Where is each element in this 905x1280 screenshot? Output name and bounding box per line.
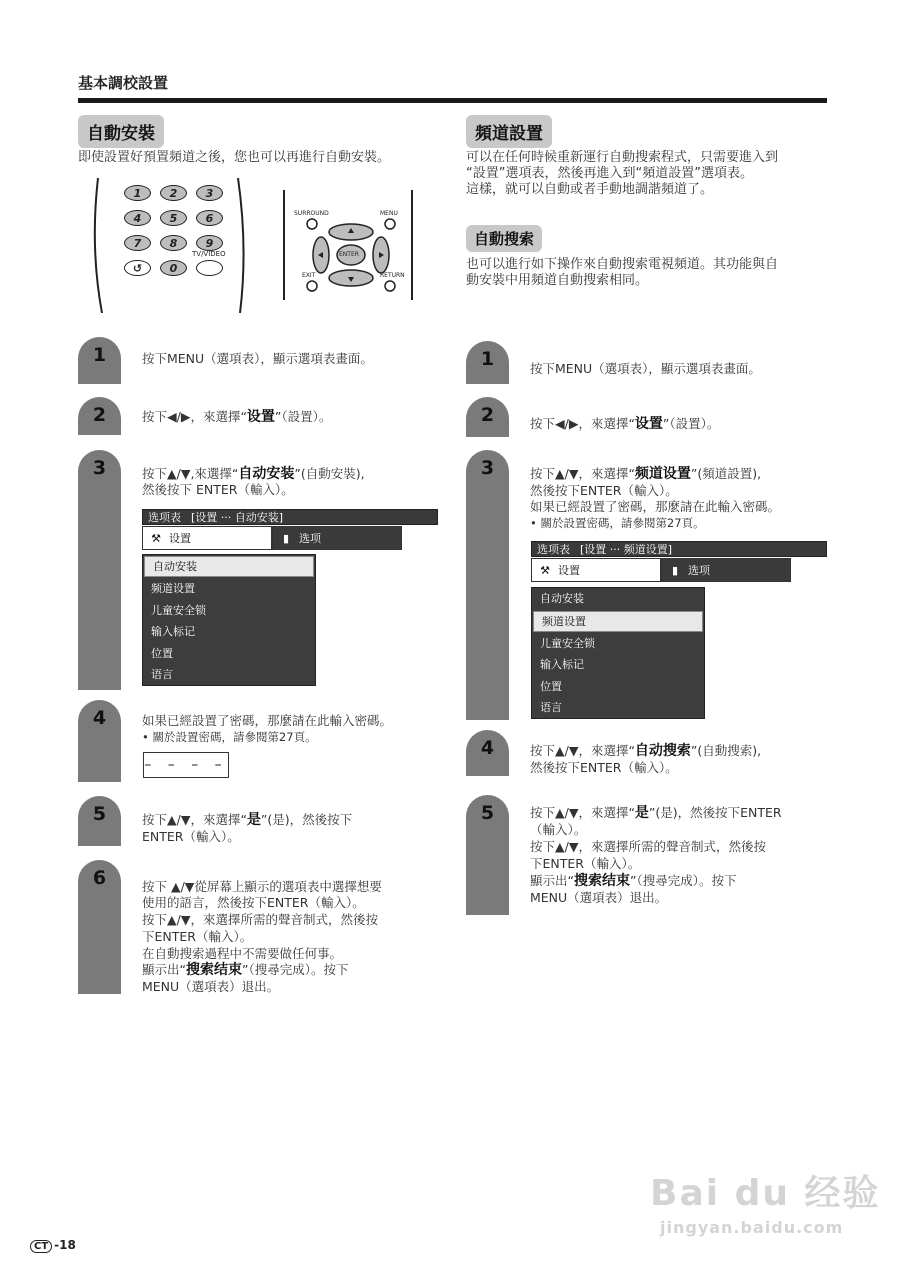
step-badge [466, 341, 509, 384]
option-icon: ▮ [671, 564, 679, 577]
step-text [142, 962, 348, 978]
step-badge [466, 795, 509, 915]
step-text: ENTER（輸入）。 [142, 829, 240, 844]
key-5: 5 [160, 210, 187, 226]
menu-item-position[interactable]: 位置 [151, 646, 173, 660]
menu-title: 选项表 [537, 543, 570, 556]
step-badge [78, 450, 121, 690]
step-badge [466, 397, 509, 437]
left-intro: 即使設置好預置頻道之後，您也可以再進行自動安裝。 [78, 150, 391, 165]
step-badge [78, 337, 121, 384]
tab-option[interactable] [272, 526, 402, 550]
wrench-icon: ⚒ [151, 532, 161, 545]
step-text-bold: 搜索结束 [573, 873, 630, 889]
step-text: 在自動搜索過程中不需要做任何事。 [142, 946, 343, 961]
tab-setup-label: 设置 [169, 532, 191, 545]
dpad-icon [280, 190, 420, 305]
tab-option[interactable] [661, 558, 791, 582]
enter-label: ENTER [339, 251, 359, 258]
tab-option-label: 选项 [299, 532, 321, 545]
step-text: 按下▲/▼，來選擇所需的聲音制式，然後按 [142, 912, 378, 927]
step-text-bold: 自动安装 [238, 466, 295, 482]
baidu-watermark-url: jingyan.baidu.com [660, 1218, 844, 1237]
key-4: 4 [124, 210, 151, 226]
menu-item-language[interactable]: 语言 [151, 668, 173, 681]
step-text: 下ENTER（輸入）。 [530, 856, 641, 871]
exit-label: EXIT [302, 272, 316, 279]
step-text-post: ”(自動安裝), [294, 466, 365, 481]
step-number: 2 [92, 404, 107, 426]
key-9: 9 [196, 235, 223, 251]
menu-label: MENU [380, 210, 398, 217]
step-text-pre: 顯示出“ [530, 873, 574, 888]
step-text-pre: 顯示出“ [142, 962, 186, 977]
step-text: • 關於設置密碼，請參閱第27頁。 [530, 516, 705, 530]
step-text [142, 812, 352, 828]
step-text-pre: 按下▲/▼，來選擇“ [530, 466, 635, 481]
step-badge [78, 397, 121, 435]
menu-item-input-label[interactable]: 输入标记 [151, 625, 195, 638]
step-number: 1 [480, 348, 495, 370]
step-number: 3 [92, 457, 107, 479]
step-text-post: ”（搜尋完成）。按下 [629, 873, 737, 888]
step-text-post: ”（設置）。 [662, 416, 720, 431]
page-footer [30, 1238, 76, 1253]
step-text-pre: 按下▲/▼,來選擇“ [142, 466, 239, 481]
menu-item-auto-install[interactable]: 自动安装 [540, 592, 584, 605]
header-rule [78, 98, 827, 103]
step-text: 按下MENU（選項表），顯示選項表畫面。 [142, 351, 373, 366]
step-text [530, 466, 761, 482]
step-number: 4 [480, 737, 495, 759]
menu-item-channel-setup[interactable]: 频道设置 [151, 582, 195, 595]
step-text-pre: 按下▲/▼，來選擇“ [142, 812, 247, 827]
menu-list [531, 587, 705, 719]
step-text-bold: 设置 [634, 416, 663, 432]
step-text-bold: 频道设置 [634, 466, 691, 482]
step-badge [466, 730, 509, 776]
step-badge [78, 860, 121, 994]
menu-item-channel-setup[interactable]: 频道设置 [533, 611, 703, 632]
step-text [530, 743, 761, 759]
step-text: 如果已經設置了密碼，那麼請在此輸入密碼。 [142, 713, 393, 728]
right-intro-line: 可以在任何時候重新運行自動搜索程式，只需要進入到 [466, 150, 779, 165]
section-title-auto-install: 自動安裝 [78, 115, 164, 148]
section-title-channel-setup: 頻道設置 [466, 115, 552, 148]
step-text: 使用的語言，然後按下ENTER（輸入）。 [142, 895, 365, 910]
step-text-post: ”(是)，然後按下 [260, 812, 353, 827]
menu-path: [设置 ··· 自动安装] [191, 511, 284, 524]
key-7: 7 [124, 235, 151, 251]
tab-setup[interactable] [142, 526, 272, 550]
step-number: 1 [92, 344, 107, 366]
step-number: 5 [92, 803, 107, 825]
step-text: MENU（選項表）退出。 [142, 979, 280, 994]
step-number: 5 [480, 802, 495, 824]
key-3: 3 [196, 185, 223, 201]
tv-video-label: TV/VIDEO [192, 250, 226, 258]
surround-label: SURROUND [294, 210, 329, 217]
tv-video-key [196, 260, 223, 276]
ct-badge: CT [30, 1240, 52, 1253]
step-text-bold: 设置 [246, 409, 275, 425]
step-text [142, 409, 331, 425]
menu-path: [设置 ··· 频道设置] [580, 543, 673, 556]
menu-item-child-lock[interactable]: 儿童安全锁 [151, 603, 206, 617]
subsection-title-auto-search: 自動搜索 [466, 225, 542, 252]
step-number: 6 [92, 867, 107, 889]
right-sub-intro-line: 動安裝中用頻道自動搜索相同。 [466, 273, 649, 288]
step-number: 3 [480, 457, 495, 479]
step-badge [466, 450, 509, 720]
menu-list [142, 554, 316, 686]
key-1: 1 [124, 185, 151, 201]
step-text-pre: 按下◀/▶，來選擇“ [530, 416, 635, 431]
step-text [530, 416, 719, 432]
menu-title-bar [531, 541, 827, 557]
tab-setup[interactable] [531, 558, 661, 582]
right-intro-line: “設置”選項表，然後再進入到“頻道設置”選項表。 [466, 166, 753, 181]
menu-item-child-lock[interactable]: 儿童安全锁 [540, 636, 595, 650]
step-text: 下ENTER（輸入）。 [142, 929, 253, 944]
right-sub-intro-line: 也可以進行如下操作來自動搜索電視頻道。其功能與自 [466, 257, 779, 272]
password-field[interactable]: – – – – [143, 752, 229, 778]
wrench-icon: ⚒ [540, 564, 550, 577]
page-number: -18 [54, 1238, 76, 1252]
step-text-post: ”(頻道設置), [690, 466, 762, 481]
step-number: 4 [92, 707, 107, 729]
key-0: 0 [160, 260, 187, 276]
step-number: 2 [480, 404, 495, 426]
step-text [530, 805, 782, 821]
remote-dpad-illustration [280, 190, 420, 305]
option-icon: ▮ [282, 532, 290, 545]
step-text: 按下▲/▼，來選擇所需的聲音制式，然後按 [530, 839, 766, 854]
step-badge [78, 700, 121, 782]
return-label: RETURN [380, 272, 405, 279]
remote-keypad-illustration [88, 178, 258, 313]
step-text-bold: 自动搜索 [634, 743, 691, 759]
step-text: 按下MENU（選項表），顯示選項表畫面。 [530, 361, 761, 376]
step-text-post: ”(是)，然後按下ENTER [648, 805, 782, 820]
step-text: 然後按下ENTER（輸入）。 [530, 760, 678, 775]
menu-item-auto-install[interactable]: 自动安装 [144, 556, 314, 577]
key-8: 8 [160, 235, 187, 251]
step-text-bold: 搜索结束 [185, 962, 242, 978]
menu-title-bar [142, 509, 438, 525]
tab-setup-label: 设置 [558, 564, 580, 577]
step-text-pre: 按下▲/▼，來選擇“ [530, 743, 635, 758]
step-text: （輸入）。 [530, 822, 587, 837]
menu-title: 选项表 [148, 511, 181, 524]
step-text [530, 873, 736, 889]
step-text-post: ”（設置）。 [274, 409, 332, 424]
step-text-post: ”（搜尋完成）。按下 [241, 962, 349, 977]
key-6: 6 [196, 210, 223, 226]
step-text-bold: 是 [634, 805, 649, 821]
page-header-title: 基本調校設置 [78, 74, 169, 92]
step-text-pre: 按下▲/▼，來選擇“ [530, 805, 635, 820]
step-text: 如果已經設置了密碼，那麼請在此輸入密碼。 [530, 499, 781, 514]
menu-item-input-label[interactable]: 输入标记 [540, 658, 584, 671]
menu-item-position[interactable]: 位置 [540, 679, 562, 693]
step-text-bold: 是 [246, 812, 261, 828]
step-text: • 關於設置密碼，請參閱第27頁。 [142, 730, 317, 744]
step-text: 然後按下ENTER（輸入）。 [530, 483, 678, 498]
step-text: 按下 ▲/▼從屏幕上顯示的選項表中選擇想要 [142, 879, 382, 894]
step-badge [78, 796, 121, 846]
baidu-watermark-logo: Bai du 经验 [650, 1173, 881, 1214]
step-text-pre: 按下◀/▶，來選擇“ [142, 409, 247, 424]
flashback-icon: ↺ [124, 260, 151, 276]
step-text-post: ”(自動搜索), [690, 743, 762, 758]
right-intro-line: 這樣，就可以自動或者手動地調諧頻道了。 [466, 182, 714, 197]
tab-option-label: 选项 [688, 564, 710, 577]
key-2: 2 [160, 185, 187, 201]
menu-item-language[interactable]: 语言 [540, 701, 562, 714]
step-text [142, 466, 365, 482]
step-text: 然後按下 ENTER（輸入）。 [142, 482, 294, 497]
step-text: MENU（選項表）退出。 [530, 890, 668, 905]
